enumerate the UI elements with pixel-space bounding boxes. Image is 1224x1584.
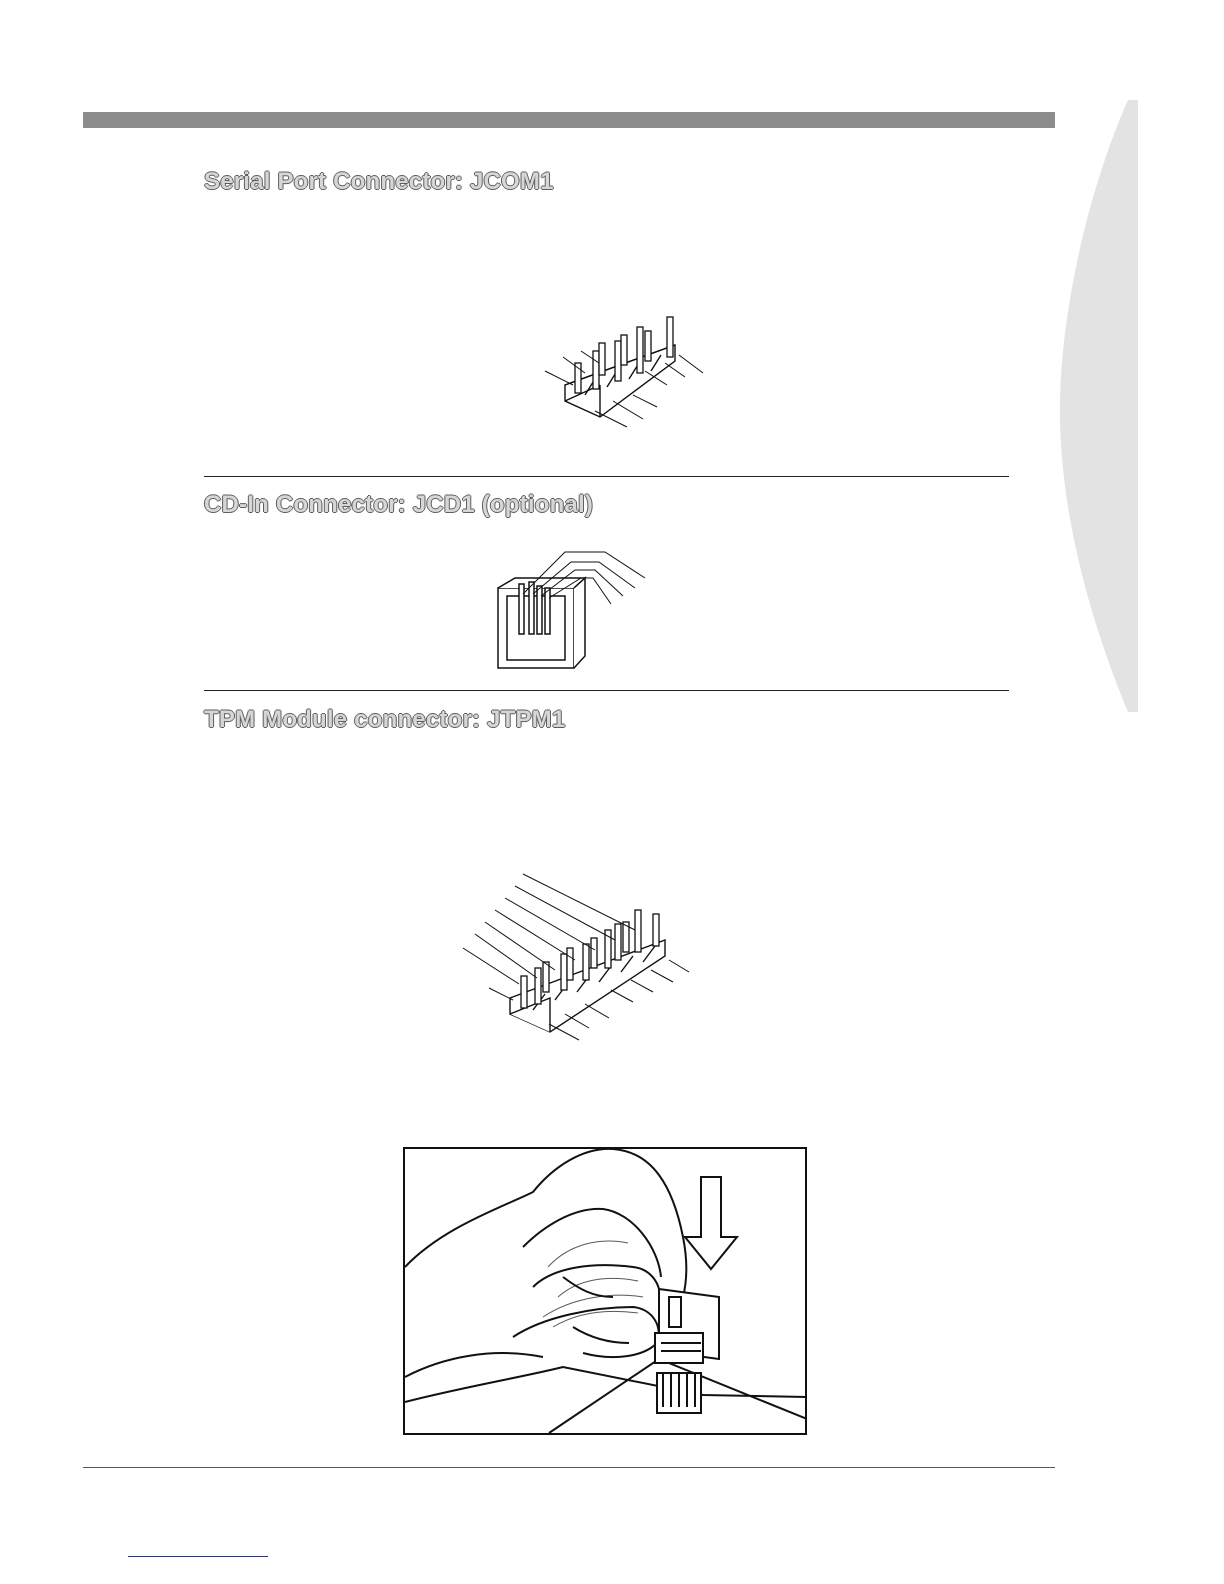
header-bar bbox=[83, 112, 1055, 128]
section-title-jcom1: Serial Port Connector: JCOM1 bbox=[204, 168, 554, 195]
tpm-install-illustration-icon bbox=[403, 1147, 807, 1435]
section-title-jcd1: CD-In Connector: JCD1 (optional) bbox=[204, 491, 594, 518]
page-edge-tab-icon bbox=[1058, 100, 1138, 712]
section-title-jtpm1: TPM Module connector: JTPM1 bbox=[204, 706, 566, 733]
tpm-pin-header-icon bbox=[455, 868, 695, 1048]
footer-link-underline[interactable] bbox=[128, 1556, 268, 1557]
footer-rule bbox=[83, 1467, 1055, 1468]
cd-in-connector-icon bbox=[495, 548, 655, 673]
serial-pin-header-icon bbox=[535, 315, 715, 430]
section-divider bbox=[204, 476, 1009, 477]
section-divider bbox=[204, 690, 1009, 691]
